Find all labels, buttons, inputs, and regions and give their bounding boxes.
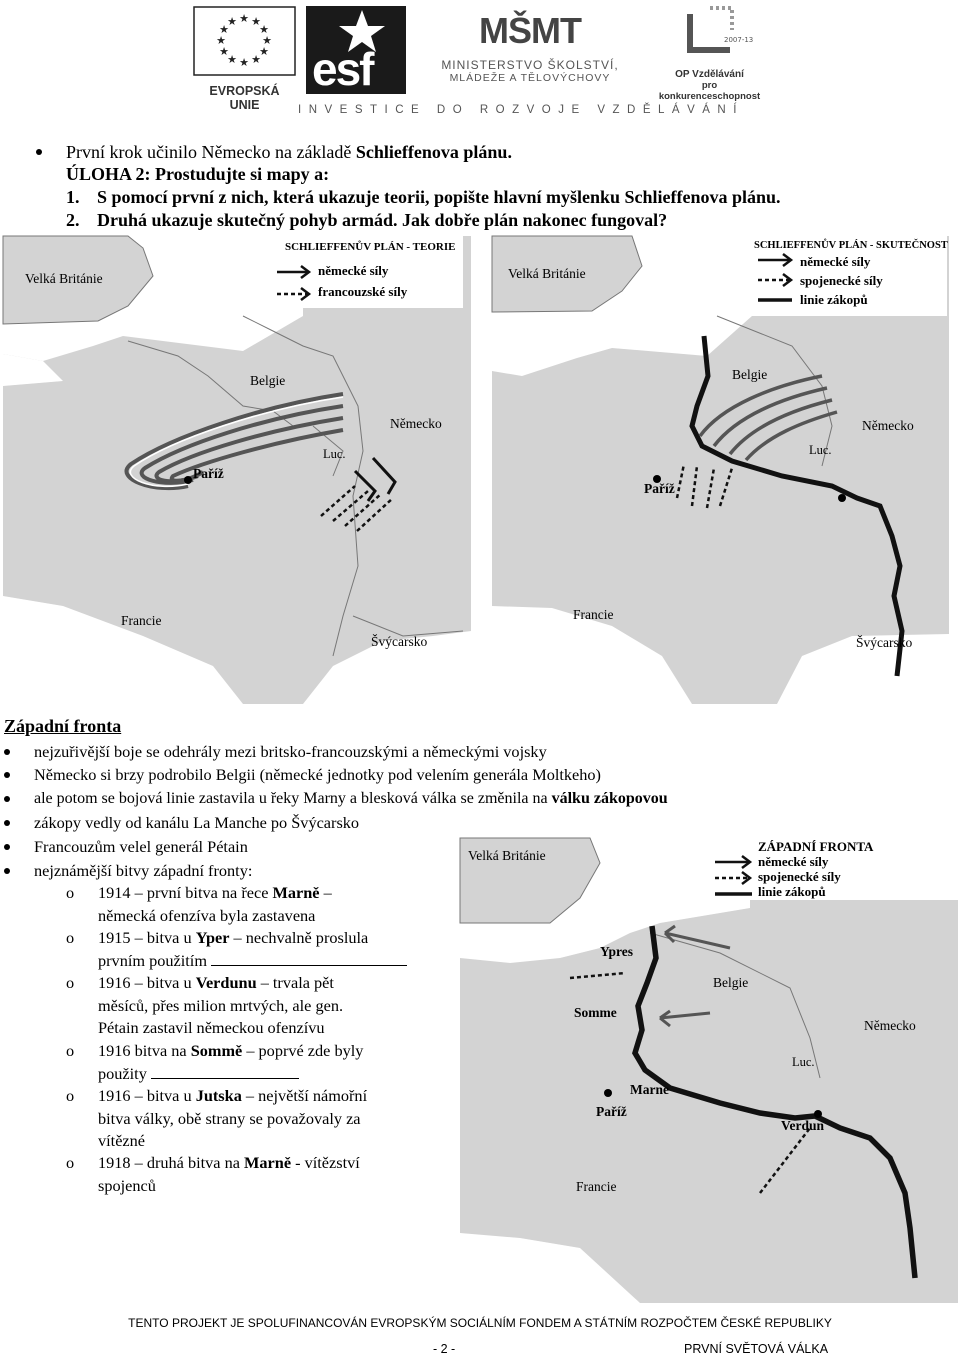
battle-1916-jutland: 1916 – bitva u Jutska – největší námořní bitva války, obě strany se považovaly za vítězné [98,1086,368,1150]
label-france: Francie [576,1179,617,1194]
battle-1916-somme: 1916 bitva na Sommě – poprvé zde byly použity [98,1041,364,1083]
battle-1915-ypres: 1915 – bitva u Yper – nechvalně proslula prvním použitím [98,927,407,972]
front-title: ZÁPADNÍ FRONTA [758,839,874,854]
sub-marker: o [66,883,75,902]
label-ypres: Ypres [600,944,634,959]
svg-text:★: ★ [219,23,229,36]
sub-marker: o [66,973,75,992]
wf-bullet-3: ale potom se bojová linie zastavila u řeky Marny a blesková válka se změnila na válku zákopovou [34,790,668,807]
label-lux: Luc. [792,1055,815,1069]
sub-marker: o [66,1041,75,1060]
intro-line1: První krok učinilo Německo na základě Schlieffenova plánu. [66,142,512,162]
label-germany: Německo [862,418,914,433]
legend-french: francouzské síly [318,284,408,299]
bullet [4,844,10,850]
label-swiss: Švýcarsko [371,634,428,649]
svg-text:★: ★ [259,23,269,36]
task-heading: ÚLOHA 2: Prostudujte si mapy a: [66,164,330,184]
bullet [36,149,42,155]
msmt-mark: MŠMT [479,10,581,51]
label-uk: Velká Británie [468,848,546,863]
battle-1914-marne: 1914 – první bitva na řece Marně – německá ofenzíva byla zastavena [98,883,332,925]
label-belgium: Belgie [250,373,286,388]
msmt-logo [440,4,620,96]
label-belgium: Belgie [732,367,768,382]
op-emblem-icon [680,2,753,58]
fill-in-blank[interactable] [211,965,407,966]
map-front-svg [460,838,958,1303]
sub-marker: o [66,1086,75,1105]
svg-text:★: ★ [259,45,269,58]
label-paris: Paříž [193,466,224,481]
label-belgium: Belgie [713,975,749,990]
western-front-heading: Západní fronta [4,716,122,736]
label-verdun: Verdun [781,1118,825,1133]
label-france: Francie [121,613,162,628]
question-2-number: 2. [66,210,80,230]
bullet [4,868,10,874]
eu-label: EVROPSKÁ UNIE [209,84,280,112]
footer-subject: PRVNÍ SVĚTOVÁ VÁLKA [684,1342,829,1356]
map-theory [3,236,471,704]
label-uk: Velká Británie [508,266,586,281]
bullet [4,772,10,778]
svg-text:2007-13: 2007-13 [723,36,753,44]
label-germany: Německo [864,1018,916,1033]
ministry-line1: MINISTERSTVO ŠKOLSTVÍ, [441,58,619,72]
label-somme: Somme [574,1005,617,1020]
battle-1918-marne: 1918 – druhá bitva na Marně - vítězství spojenců [98,1153,360,1195]
label-france: Francie [573,607,614,622]
actual-title: SCHLIEFFENŮV PLÁN - SKUTEČNOST [754,240,948,251]
esf-logo [306,6,406,94]
question-1: S pomocí první z nich, která ukazuje teorii, popište hlavní myšlenku Schlieffenova plánu. [97,187,781,207]
svg-text:★: ★ [251,15,261,28]
sub-marker: o [66,1153,75,1172]
svg-text:★: ★ [251,53,261,66]
page-number: - 2 - [433,1342,456,1356]
svg-text:★: ★ [227,15,237,28]
wf-bullet-2: Německo si brzy podrobilo Belgii (německé jednotky pod velením generála Moltkeho) [34,765,601,784]
question-2: Druhá ukazuje skutečný pohyb armád. Jak dobře plán nakonec fungoval? [97,210,668,230]
question-1-number: 1. [66,187,80,207]
op-line2: pro konkurenceschopnost [658,80,761,102]
theory-title: SCHLIEFFENŮV PLÁN - TEORIE [285,241,456,253]
label-lux: Luc. [323,447,346,461]
map-western-front [460,838,958,1303]
svg-text:★: ★ [239,12,249,25]
legend-german: německé síly [758,854,829,869]
wf-bullet-4: zákopy vedly od kanálu La Manche po Švýcarsko [34,813,360,832]
esf-label: esf [312,43,373,95]
svg-text:★: ★ [219,45,229,58]
label-germany: Německo [390,416,442,431]
label-lux: Luc. [809,443,832,457]
legend-allied: spojenecké síly [758,869,841,884]
svg-text:★: ★ [216,34,226,47]
legend-german: německé síly [318,263,389,278]
wf-bullet-6: nejznámější bitvy západní fronty: [34,861,253,880]
bullet [4,796,10,802]
legend-trenches: linie zákopů [800,292,868,307]
op-logo [652,2,767,102]
tagline: INVESTICE DO ROZVOJE VZDĚLÁVÁNÍ [298,104,744,116]
legend-german: německé síly [800,254,871,269]
funding-note: TENTO PROJEKT JE SPOLUFINANCOVÁN EVROPSKÝM SOCIÁLNÍM FONDEM A STÁTNÍM ROZPOČTEM ČESKÉ REPUBLIKY [128,1316,832,1330]
svg-text:★: ★ [262,34,272,47]
legend-trenches: linie zákopů [758,884,826,899]
label-marne: Marne [630,1082,669,1097]
svg-text:★: ★ [227,53,237,66]
label-uk: Velká Británie [25,271,103,286]
battle-1916-verdun: 1916 – bitva u Verdunu – trvala pět měsíců, přes milion mrtvých, ale gen. Pétain zastavil německou ofenzívu [98,973,344,1037]
eu-logo [193,6,296,112]
wf-bullet-1: nejzuřivější boje se odehrály mezi britsko-francouzskými a německými vojsky [34,742,547,761]
bullet [4,749,10,755]
wf-bullet-5: Francouzům velel generál Pétain [34,837,248,856]
map-actual [492,236,949,704]
sub-marker: o [66,928,75,947]
label-paris: Paříž [596,1104,627,1119]
fill-in-blank[interactable] [151,1078,299,1079]
op-line1: OP Vzdělávání [675,69,744,80]
label-swiss: Švýcarsko [856,635,913,650]
map-actual-svg [492,236,949,704]
svg-text:★: ★ [239,56,249,69]
legend-allied: spojenecké síly [800,273,883,288]
label-paris: Paříž [644,481,675,496]
ministry-line2: MLÁDEŽE A TĚLOVÝCHOVY [449,72,611,84]
bullet [4,820,10,826]
eu-flag-icon [193,6,296,76]
